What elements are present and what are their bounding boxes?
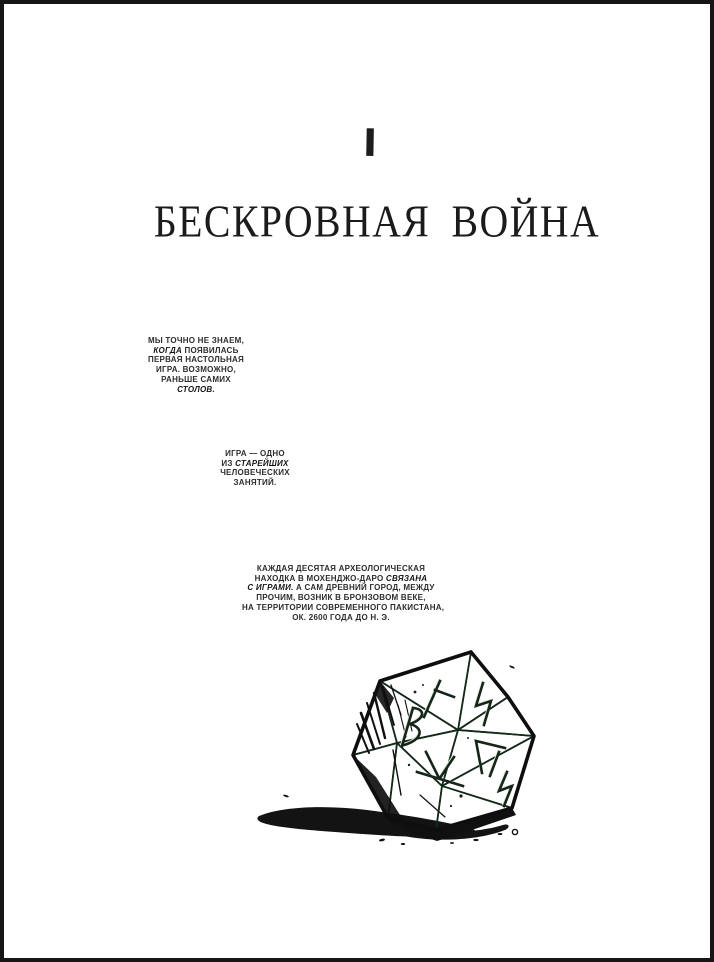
- chapter-number: I: [362, 120, 378, 166]
- caption-block-1: МЫ ТОЧНО НЕ ЗНАЕМ, КОГДА ПОЯВИЛАСЬ ПЕРВАЯ НАСТОЛЬНАЯ ИГРА. ВОЗМОЖНО, РАНЬШЕ САМИХ СТОЛОВ.: [147, 336, 245, 394]
- ink-splatter-ring: [512, 829, 517, 834]
- die-face-lower-right: [442, 736, 534, 808]
- chapter-title: БЕСКРОВНАЯ ВОЙНА: [153, 196, 601, 247]
- die-rune-sowilo-small-icon: [498, 771, 512, 806]
- caption-block-3: КАЖДАЯ ДЕСЯТАЯ АРХЕОЛОГИЧЕСКАЯ НАХОДКА В МОХЕНДЖО-ДАРО СВЯЗАНА С ИГРАМИ. А САМ ДРЕВНИЙ ГОРОД, МЕЖДУ ПРОЧИМ, ВОЗНИК В БРОНЗОВОМ ВЕКЕ, НА ТЕРРИТОРИИ СОВРЕМЕННОГО ПАКИСТАНА, ОК. 2600 ГОДА ДО Н. Э.: [242, 564, 445, 622]
- die-face-top-right: [458, 652, 508, 730]
- die-outline: [353, 652, 534, 830]
- die-rune-laguz-icon: [423, 680, 454, 717]
- die-face-center: [397, 730, 458, 786]
- d20-die-illustration: [255, 645, 545, 860]
- die-rune-sowilo-icon: [475, 682, 491, 725]
- caption-block-2: ИГРА — ОДНО ИЗ СТАРЕЙШИХ ЧЕЛОВЕЧЕСКИХ ЗАНЯТИЙ.: [220, 449, 290, 488]
- die-rune-uruz-icon: [475, 740, 505, 776]
